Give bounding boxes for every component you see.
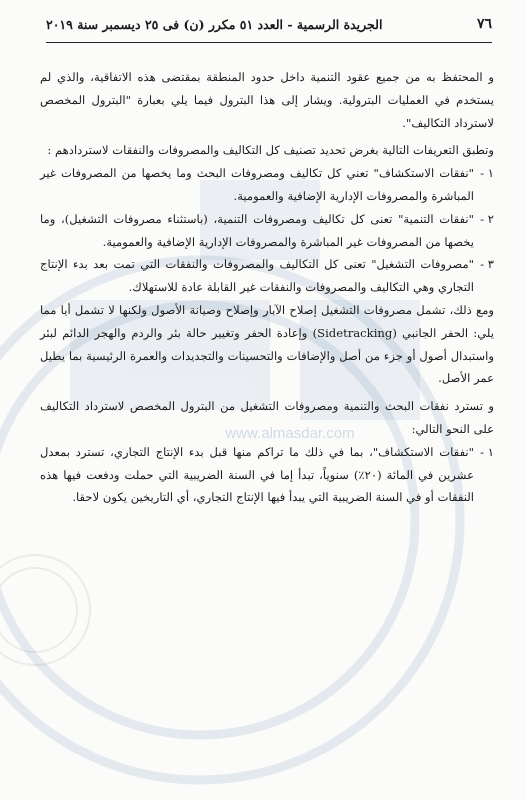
item-number: ١ - <box>480 444 494 459</box>
item-text: "نفقات الاستكشاف" تعني كل تكاليف ومصروفات البحث وما يخصها من المصروفات غير المباشرة والمصروفات الإدارية الإضافية والعمومية. <box>40 166 474 203</box>
item-text: "مصروفات التشغيل" تعنى كل التكاليف والمصروفات والنفقات التي تمت بعد بدء الإنتاج التجاري وهي التكاليف والمصروفات والنفقات غير القابلة عادة للاستهلاك. <box>40 257 474 295</box>
item-number: ٢ - <box>480 211 494 226</box>
header-rule <box>46 42 492 43</box>
paragraph-definitions-intro: وتطبق التعريفات التالية بغرض تحديد تصنيف كل التكاليف والمصروفات والنفقات لاستردادهم : <box>47 143 494 158</box>
list-item <box>40 208 494 254</box>
document-body <box>40 66 494 509</box>
paragraph-cost-recovery-petroleum: و المحتفظ به من جميع عقود التنمية داخل حدود المنطقة بمقتضى هذه الاتفاقية، والذي لم يستخدم في العمليات البترولية. ويشار إلى هذا البترول فيما يلي بعبارة "البترول المخصص لاسترداد التكاليف". <box>40 70 494 130</box>
watermark-url: www.almasdar.com <box>225 425 355 442</box>
paragraph-recovery-intro: و تسترد نفقات البحث والتنمية ومصروفات التشغيل من البترول المخصص لاسترداد التكاليف على النحو التالي: <box>40 399 494 436</box>
list-item <box>40 253 494 299</box>
list-item <box>40 162 494 208</box>
paragraph-operating-expenses: ومع ذلك، تشمل مصروفات التشغيل إصلاح الآبار وإصلاح وصيانة الأصول ولكنها لا تشمل أيا مما يلي: الحفر الجانبي (Sidetracking) وإعادة الحفر وتغيير حالة بئر والردم والهجر الدائم لبئر واستبدال أصول أو جزء من أصل والإضافات والتحسينات والتجديدات والعمرة الرئيسية بما يطيل عمر الأصل. <box>40 302 495 386</box>
gazette-title: الجريدة الرسمية - العدد ٥١ مكرر (ن) فى ٢٥ ديسمبر سنة ٢٠١٩ <box>46 16 383 32</box>
item-text: "نفقات الاستكشاف"، بما في ذلك ما تراكم منها قبل بدء الإنتاج التجاري، تسترد بمعدل عشرين في المائة (٢٠٪) سنوياً، تبدأ إما في السنة الضريبية التي حملت ودفعت فيها هذه النفقات أو في السنة الضريبية التي يبدأ فيها الإنتاج التجاري، أي التاريخين يكون لاحقا. <box>40 444 474 505</box>
item-number: ٣ - <box>480 257 494 272</box>
list-item <box>40 441 494 509</box>
item-number: ١ - <box>480 166 494 181</box>
page-number: ٧٦ <box>476 16 492 32</box>
item-text: "نفقات التنمية" تعنى كل تكاليف ومصروفات التنمية، (باستثناء مصروفات التشغيل)، وما يخصها من المصروفات غير المباشرة والمصروفات الإدارية الإضافية والعمومية. <box>40 211 474 249</box>
page-header <box>46 12 492 36</box>
